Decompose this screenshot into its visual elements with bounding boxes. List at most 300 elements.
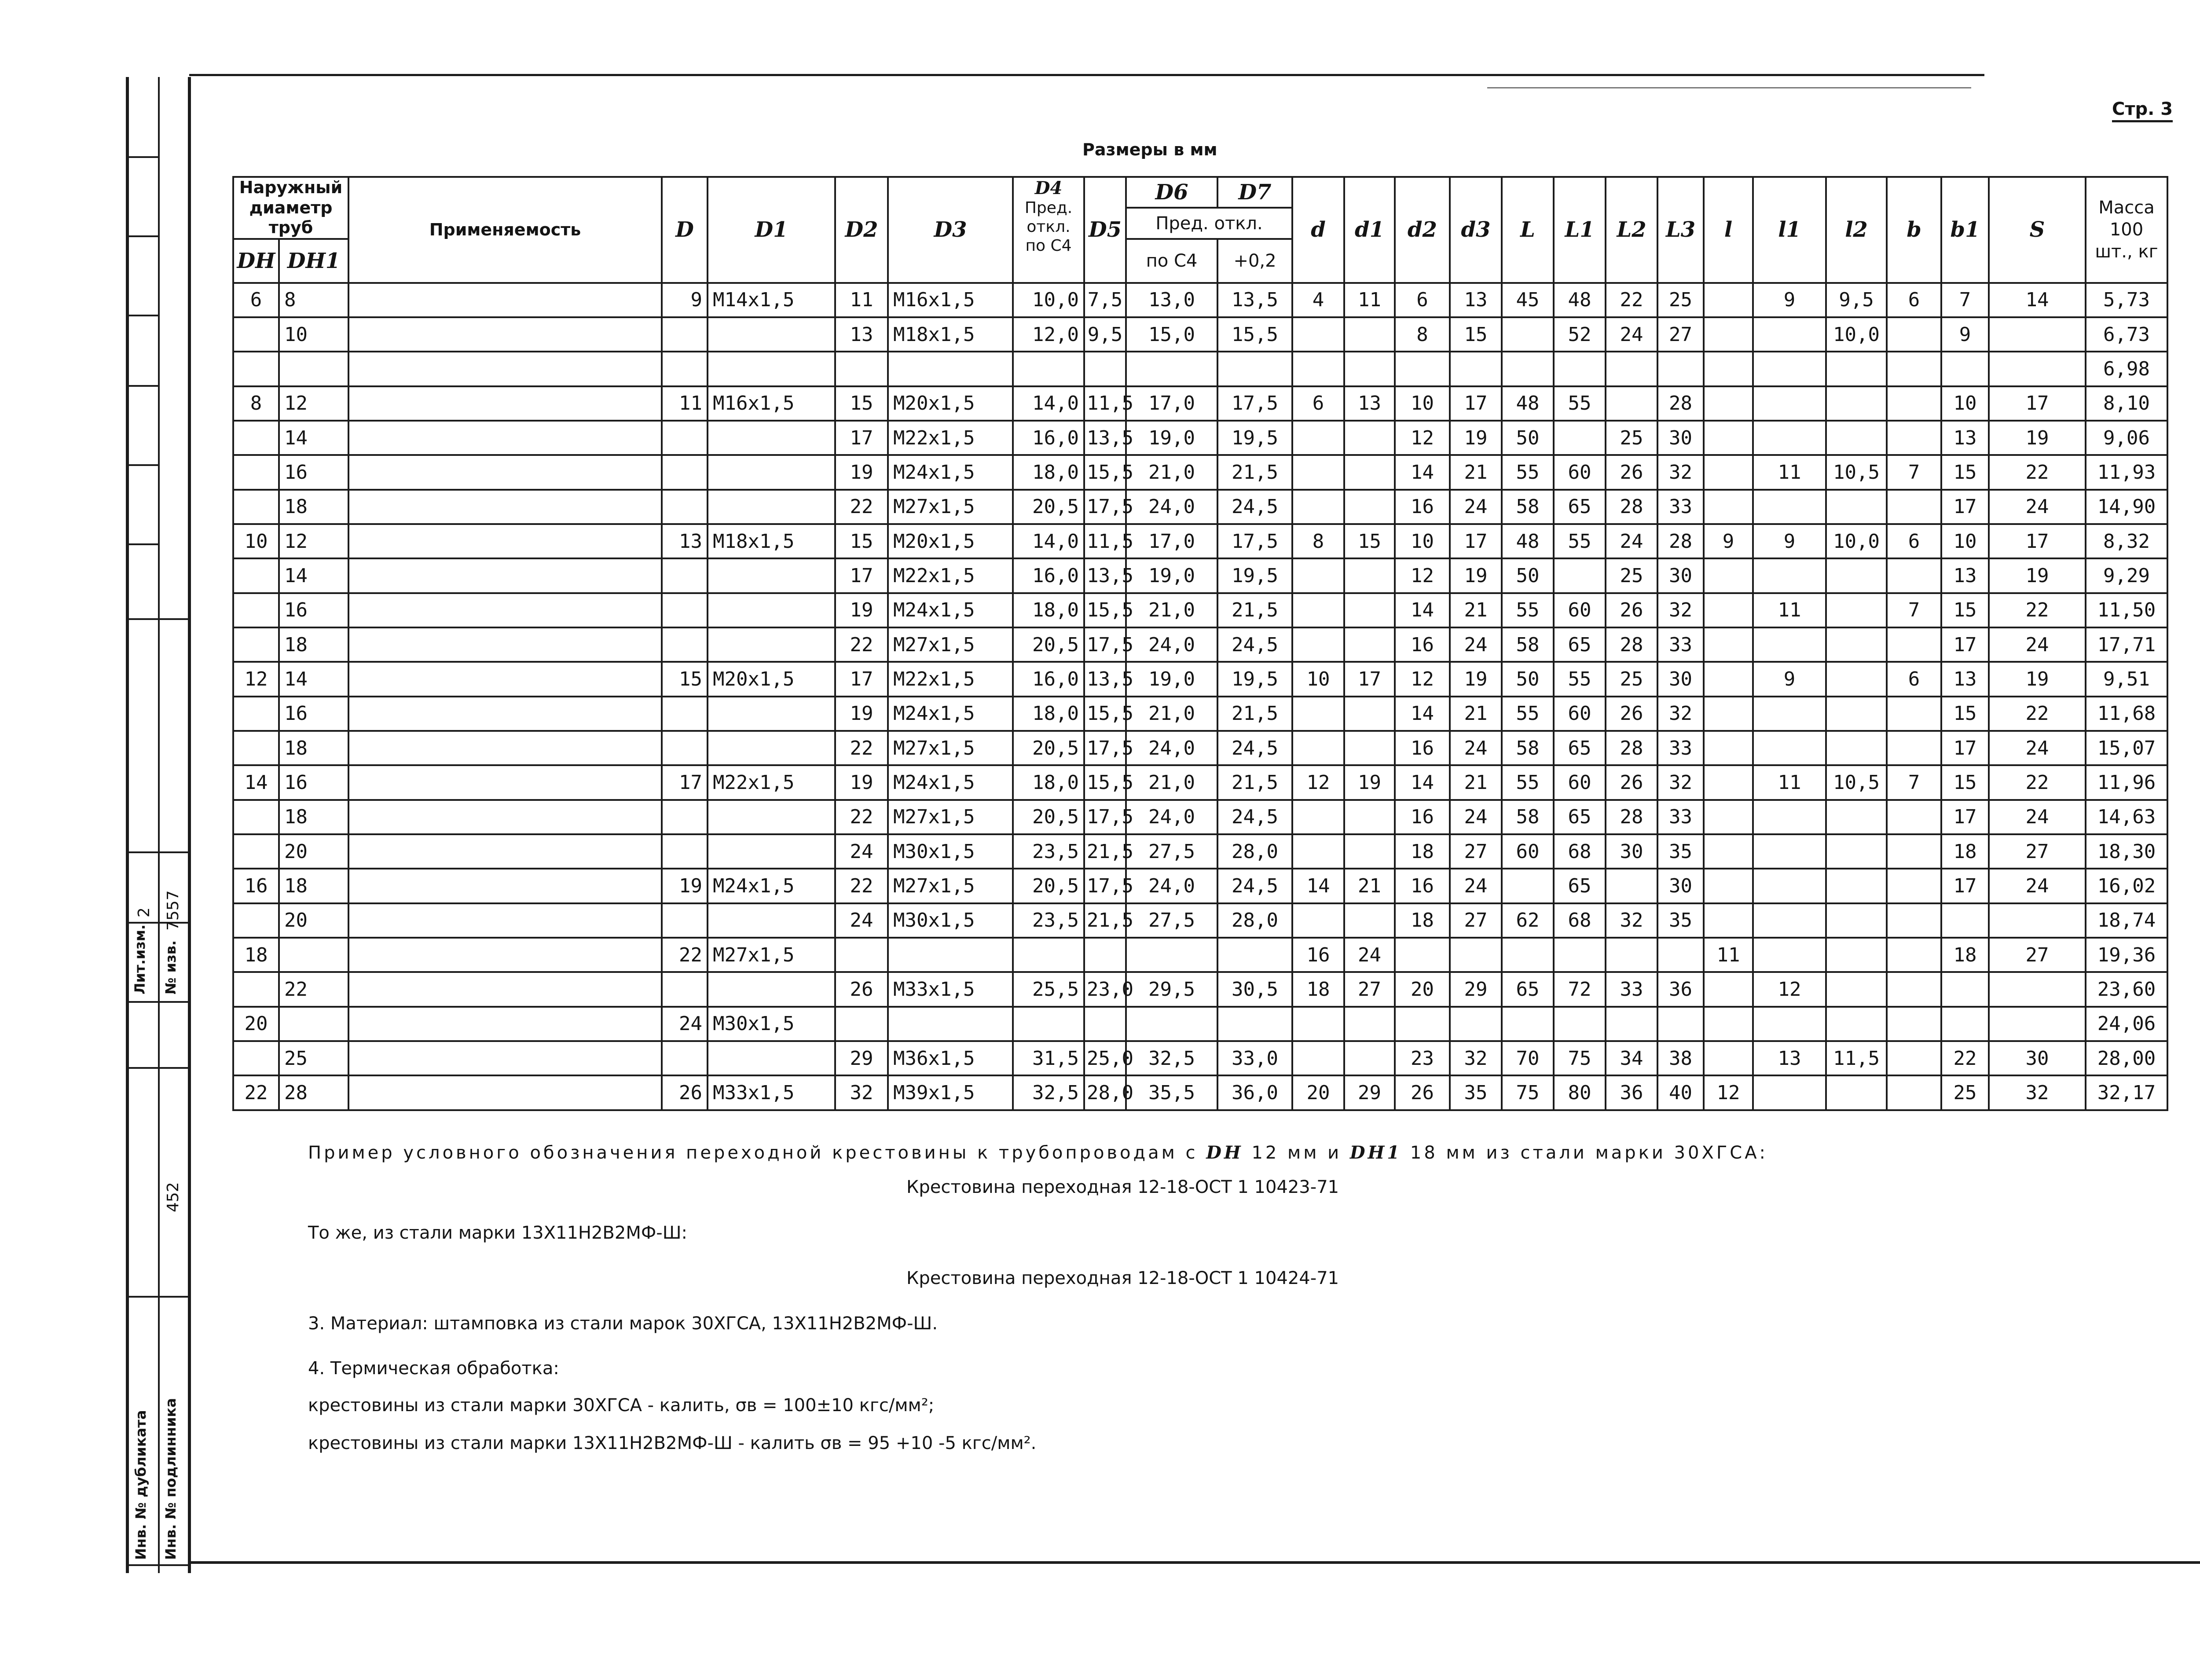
cell-D7: 21,5	[1217, 697, 1292, 731]
cell-b1: 9	[1941, 317, 1989, 352]
cell-D2: 32	[835, 1075, 888, 1110]
cell-L3: 38	[1657, 1041, 1704, 1075]
cell-dn: 16	[233, 869, 279, 903]
cell-D1	[708, 455, 835, 489]
lit-izm-value: 2	[135, 907, 153, 917]
cell-D7	[1217, 1007, 1292, 1041]
cell-L2: 26	[1606, 593, 1657, 627]
cell-d3: 13	[1450, 283, 1502, 317]
cell-D: 26	[662, 1075, 708, 1110]
cell-D3: M24x1,5	[888, 765, 1013, 800]
cell-D7: 19,5	[1217, 662, 1292, 696]
cell-dn1: 18	[279, 731, 348, 765]
cell-S: 27	[1989, 834, 2086, 869]
cell-b	[1887, 627, 1941, 662]
cell-dn1: 14	[279, 662, 348, 696]
cell-l	[1704, 283, 1753, 317]
cell-d2: 16	[1395, 490, 1450, 524]
cell-l1	[1753, 352, 1826, 386]
cell-D	[662, 627, 708, 662]
cell-d1: 24	[1344, 938, 1395, 972]
cell-mass: 9,51	[2086, 662, 2167, 696]
cell-L: 55	[1502, 455, 1554, 489]
table-row	[233, 731, 2167, 765]
cell-D7: 21,5	[1217, 455, 1292, 489]
cell-d2: 12	[1395, 662, 1450, 696]
cell-app	[348, 1007, 662, 1041]
cell-D	[662, 490, 708, 524]
cell-D5: 13,5	[1084, 421, 1126, 455]
cell-l	[1704, 662, 1753, 696]
cell-l1	[1753, 697, 1826, 731]
cell-D5	[1084, 938, 1126, 972]
cell-b: 6	[1887, 283, 1941, 317]
cell-L2	[1606, 938, 1657, 972]
cell-L2: 33	[1606, 972, 1657, 1006]
cell-D6: 17,0	[1126, 386, 1217, 421]
cell-app	[348, 283, 662, 317]
cell-b1: 13	[1941, 421, 1989, 455]
cell-l2: 10,0	[1826, 524, 1887, 558]
cell-l2	[1826, 421, 1887, 455]
cell-l2	[1826, 697, 1887, 731]
cell-d: 4	[1292, 283, 1344, 317]
cell-b1: 13	[1941, 558, 1989, 593]
cell-D7	[1217, 938, 1292, 972]
cell-D3: M18x1,5	[888, 317, 1013, 352]
cell-b	[1887, 558, 1941, 593]
cell-app	[348, 869, 662, 903]
cell-b1: 17	[1941, 490, 1989, 524]
table-row	[233, 593, 2167, 627]
cell-L2: 24	[1606, 524, 1657, 558]
cell-l1: 11	[1753, 593, 1826, 627]
cell-b1: 15	[1941, 593, 1989, 627]
cell-L3: 28	[1657, 524, 1704, 558]
cell-d: 18	[1292, 972, 1344, 1006]
cell-D5: 15,5	[1084, 455, 1126, 489]
cell-D5: 13,5	[1084, 662, 1126, 696]
cell-d	[1292, 731, 1344, 765]
cell-D6: 15,0	[1126, 317, 1217, 352]
cell-L3: 32	[1657, 455, 1704, 489]
cell-D6: 19,0	[1126, 421, 1217, 455]
cell-D5	[1084, 352, 1126, 386]
cell-S	[1989, 972, 2086, 1006]
cell-D1	[708, 627, 835, 662]
cell-l1: 9	[1753, 524, 1826, 558]
cell-b1: 17	[1941, 800, 1989, 834]
cell-l1	[1753, 558, 1826, 593]
cell-D2	[835, 938, 888, 972]
cell-D	[662, 593, 708, 627]
cell-D5: 11,5	[1084, 386, 1126, 421]
header-d: d	[1292, 177, 1344, 283]
cell-D6: 32,5	[1126, 1041, 1217, 1075]
cell-app	[348, 317, 662, 352]
cell-D3	[888, 938, 1013, 972]
cell-b	[1887, 800, 1941, 834]
cell-D5: 11,5	[1084, 524, 1126, 558]
example-line: Пример условного обозначения переходной крестовины к трубопроводам с DH 12 мм и DH1 18 мм из стали марки 30ХГСА:	[308, 1142, 1768, 1163]
cell-D4: 14,0	[1013, 386, 1084, 421]
page-number: Стр. 3	[2112, 99, 2173, 122]
cell-L1: 55	[1554, 386, 1606, 421]
cell-d1	[1344, 800, 1395, 834]
cell-S: 22	[1989, 593, 2086, 627]
cell-D7: 28,0	[1217, 834, 1292, 869]
cell-D1	[708, 731, 835, 765]
cell-L: 75	[1502, 1075, 1554, 1110]
cell-d2: 23	[1395, 1041, 1450, 1075]
cell-S: 24	[1989, 800, 2086, 834]
cell-L3: 33	[1657, 490, 1704, 524]
cell-L1: 52	[1554, 317, 1606, 352]
cell-D3	[888, 352, 1013, 386]
cell-D3: M27x1,5	[888, 869, 1013, 903]
cell-dn	[233, 558, 279, 593]
header-b: b	[1887, 177, 1941, 283]
top-border-line-thin	[1487, 87, 1971, 88]
cell-S: 24	[1989, 627, 2086, 662]
cell-D2: 22	[835, 490, 888, 524]
cell-b	[1887, 386, 1941, 421]
cell-l	[1704, 800, 1753, 834]
cell-L	[1502, 1007, 1554, 1041]
cell-d1	[1344, 697, 1395, 731]
cell-L: 62	[1502, 903, 1554, 938]
cell-D4: 18,0	[1013, 593, 1084, 627]
units-label: Размеры в мм	[1082, 140, 1217, 159]
cell-L: 50	[1502, 558, 1554, 593]
cell-S: 24	[1989, 869, 2086, 903]
cell-L: 58	[1502, 800, 1554, 834]
cell-l1	[1753, 731, 1826, 765]
cell-L1: 75	[1554, 1041, 1606, 1075]
same-steel-line: То же, из стали марки 13Х11Н2В2МФ-Ш:	[308, 1223, 687, 1243]
cell-l	[1704, 352, 1753, 386]
cell-D	[662, 903, 708, 938]
cell-D3: M22x1,5	[888, 421, 1013, 455]
cell-dn1: 18	[279, 490, 348, 524]
cell-app	[348, 627, 662, 662]
cell-d3: 35	[1450, 1075, 1502, 1110]
table-row	[233, 386, 2167, 421]
cell-D4: 20,5	[1013, 869, 1084, 903]
cell-d2: 10	[1395, 524, 1450, 558]
heat-treatment-title: 4. Термическая обработка:	[308, 1358, 559, 1379]
cell-mass: 5,73	[2086, 283, 2167, 317]
cell-b	[1887, 421, 1941, 455]
cell-D3: M27x1,5	[888, 490, 1013, 524]
cell-D6: 17,0	[1126, 524, 1217, 558]
cell-d: 20	[1292, 1075, 1344, 1110]
cell-L2: 25	[1606, 662, 1657, 696]
cell-D5: 7,5	[1084, 283, 1126, 317]
cell-D3: M24x1,5	[888, 455, 1013, 489]
cell-d1	[1344, 1007, 1395, 1041]
cell-b1	[1941, 1007, 1989, 1041]
cell-D4	[1013, 1007, 1084, 1041]
heat-treatment-2: крестовины из стали марки 13Х11Н2В2МФ-Ш - калить σв = 95 +10 -5 кгс/мм².	[308, 1433, 1037, 1453]
cell-b1: 13	[1941, 662, 1989, 696]
cell-app	[348, 558, 662, 593]
cell-L1: 60	[1554, 765, 1606, 800]
cell-d1: 21	[1344, 869, 1395, 903]
cell-S: 32	[1989, 1075, 2086, 1110]
cell-D1: M22x1,5	[708, 765, 835, 800]
cell-l1: 11	[1753, 455, 1826, 489]
header-l2: l2	[1826, 177, 1887, 283]
lit-izm-label: Лит.изм.	[132, 924, 148, 994]
cell-L: 48	[1502, 524, 1554, 558]
cell-L2: 26	[1606, 455, 1657, 489]
cell-d1	[1344, 834, 1395, 869]
izv-value: 7557	[164, 890, 182, 931]
cell-D	[662, 731, 708, 765]
cell-app	[348, 765, 662, 800]
cell-l1	[1753, 1007, 1826, 1041]
cell-d2: 14	[1395, 765, 1450, 800]
cell-d3	[1450, 1007, 1502, 1041]
cell-d3: 24	[1450, 800, 1502, 834]
cell-dn	[233, 1041, 279, 1075]
table-row	[233, 558, 2167, 593]
cell-D4: 12,0	[1013, 317, 1084, 352]
cell-D	[662, 1041, 708, 1075]
cell-d3: 21	[1450, 765, 1502, 800]
cell-D2: 29	[835, 1041, 888, 1075]
cell-l2	[1826, 627, 1887, 662]
cell-d2: 12	[1395, 558, 1450, 593]
cell-D7: 15,5	[1217, 317, 1292, 352]
cell-l1: 12	[1753, 972, 1826, 1006]
cell-dn1: 12	[279, 386, 348, 421]
side-stamp	[126, 77, 191, 1573]
header-outer-diameter: Наружный диаметр труб	[233, 177, 348, 239]
cell-D1	[708, 800, 835, 834]
cell-d3: 24	[1450, 627, 1502, 662]
cell-L: 55	[1502, 765, 1554, 800]
cell-l	[1704, 421, 1753, 455]
cell-dn1: 10	[279, 317, 348, 352]
cell-d1	[1344, 593, 1395, 627]
cell-L1: 55	[1554, 662, 1606, 696]
cell-D2: 19	[835, 697, 888, 731]
cell-d	[1292, 1007, 1344, 1041]
table-row	[233, 524, 2167, 558]
cell-L2: 26	[1606, 765, 1657, 800]
cell-D3: M27x1,5	[888, 800, 1013, 834]
cell-app	[348, 490, 662, 524]
cell-D5: 17,5	[1084, 490, 1126, 524]
header-D6: D6	[1126, 177, 1217, 208]
cell-d: 12	[1292, 765, 1344, 800]
cell-L3	[1657, 938, 1704, 972]
cell-D4: 23,5	[1013, 903, 1084, 938]
cell-L3: 32	[1657, 765, 1704, 800]
cell-b1: 10	[1941, 524, 1989, 558]
cell-mass: 17,71	[2086, 627, 2167, 662]
cell-dn	[233, 352, 279, 386]
cell-L1: 68	[1554, 834, 1606, 869]
cell-S: 22	[1989, 455, 2086, 489]
cell-b	[1887, 903, 1941, 938]
cell-D4: 18,0	[1013, 765, 1084, 800]
cell-D5: 17,5	[1084, 800, 1126, 834]
cell-d	[1292, 800, 1344, 834]
cell-mass: 24,06	[2086, 1007, 2167, 1041]
cell-L3: 32	[1657, 593, 1704, 627]
cell-dn1: 12	[279, 524, 348, 558]
cell-dn	[233, 731, 279, 765]
cell-D5: 17,5	[1084, 731, 1126, 765]
cell-L2: 25	[1606, 421, 1657, 455]
cell-b1	[1941, 972, 1989, 1006]
cell-L1: 65	[1554, 627, 1606, 662]
cell-b	[1887, 938, 1941, 972]
cell-l1	[1753, 627, 1826, 662]
cell-b: 7	[1887, 593, 1941, 627]
cell-d1: 27	[1344, 972, 1395, 1006]
cell-L1: 65	[1554, 800, 1606, 834]
cell-L3: 32	[1657, 697, 1704, 731]
heat-treatment-1: крестовины из стали марки 30ХГСА - калить, σв = 100±10 кгс/мм²;	[308, 1395, 935, 1416]
cell-dn: 20	[233, 1007, 279, 1041]
table-row	[233, 662, 2167, 696]
cell-d	[1292, 352, 1344, 386]
header-L2: L2	[1606, 177, 1657, 283]
cell-D2	[835, 1007, 888, 1041]
cell-D7: 24,5	[1217, 490, 1292, 524]
cell-d1	[1344, 627, 1395, 662]
cell-S: 22	[1989, 765, 2086, 800]
cell-L	[1502, 869, 1554, 903]
cell-d1: 11	[1344, 283, 1395, 317]
cell-mass: 14,63	[2086, 800, 2167, 834]
table-row	[233, 283, 2167, 317]
material-note: 3. Материал: штамповка из стали марок 30ХГСА, 13Х11Н2В2МФ-Ш.	[308, 1313, 938, 1334]
cell-L1: 48	[1554, 283, 1606, 317]
cell-l	[1704, 697, 1753, 731]
cell-D4: 20,5	[1013, 800, 1084, 834]
header-D6-tol: по С4	[1126, 239, 1217, 283]
cell-L: 50	[1502, 421, 1554, 455]
cell-app	[348, 800, 662, 834]
cell-d3: 19	[1450, 662, 1502, 696]
cell-mass: 32,17	[2086, 1075, 2167, 1110]
cell-d2: 14	[1395, 455, 1450, 489]
cell-l1	[1753, 317, 1826, 352]
table-row	[233, 1007, 2167, 1041]
orig-label: Инв. № подлинника	[162, 1398, 179, 1560]
cell-l	[1704, 903, 1753, 938]
cell-S: 17	[1989, 524, 2086, 558]
cell-d3: 21	[1450, 455, 1502, 489]
cell-D5	[1084, 1007, 1126, 1041]
header-L: L	[1502, 177, 1554, 283]
cell-l1	[1753, 869, 1826, 903]
cell-l	[1704, 1041, 1753, 1075]
cell-D1	[708, 593, 835, 627]
cell-D6: 24,0	[1126, 800, 1217, 834]
cell-d2: 16	[1395, 731, 1450, 765]
cell-D2: 22	[835, 627, 888, 662]
header-l: l	[1704, 177, 1753, 283]
cell-D3: M16x1,5	[888, 283, 1013, 317]
cell-d3	[1450, 352, 1502, 386]
cell-dn	[233, 627, 279, 662]
cell-b1: 25	[1941, 1075, 1989, 1110]
cell-b	[1887, 490, 1941, 524]
cell-app	[348, 593, 662, 627]
cell-d1	[1344, 731, 1395, 765]
cell-dn1: 20	[279, 903, 348, 938]
header-d1: d1	[1344, 177, 1395, 283]
cell-b	[1887, 972, 1941, 1006]
cell-b1: 15	[1941, 697, 1989, 731]
cell-D7: 21,5	[1217, 593, 1292, 627]
cell-D6: 27,5	[1126, 834, 1217, 869]
cell-l1	[1753, 938, 1826, 972]
cell-dn: 22	[233, 1075, 279, 1110]
cell-l2	[1826, 938, 1887, 972]
cell-D: 19	[662, 869, 708, 903]
cell-d1: 29	[1344, 1075, 1395, 1110]
cell-D6: 24,0	[1126, 627, 1217, 662]
cell-L1: 68	[1554, 903, 1606, 938]
cell-D6: 27,5	[1126, 903, 1217, 938]
cell-l2	[1826, 800, 1887, 834]
cell-D	[662, 834, 708, 869]
cell-D2: 11	[835, 283, 888, 317]
cell-D4: 16,0	[1013, 662, 1084, 696]
cell-D	[662, 697, 708, 731]
cell-d1	[1344, 455, 1395, 489]
cell-S: 14	[1989, 283, 2086, 317]
cell-dn	[233, 593, 279, 627]
cell-d	[1292, 903, 1344, 938]
cell-dn1: 16	[279, 765, 348, 800]
header-b1: b1	[1941, 177, 1989, 283]
cell-L3: 30	[1657, 662, 1704, 696]
cell-S: 19	[1989, 421, 2086, 455]
cell-D6	[1126, 352, 1217, 386]
cell-b	[1887, 1041, 1941, 1075]
header-L3: L3	[1657, 177, 1704, 283]
table-row	[233, 421, 2167, 455]
cell-D	[662, 317, 708, 352]
cell-L: 58	[1502, 627, 1554, 662]
cell-dn	[233, 834, 279, 869]
cell-app	[348, 1075, 662, 1110]
cell-D5: 15,5	[1084, 593, 1126, 627]
cell-D1	[708, 972, 835, 1006]
table-row	[233, 834, 2167, 869]
cell-d: 8	[1292, 524, 1344, 558]
cell-L3: 25	[1657, 283, 1704, 317]
cell-dn1: 16	[279, 697, 348, 731]
cell-L2: 26	[1606, 697, 1657, 731]
cell-D: 17	[662, 765, 708, 800]
cell-L1: 65	[1554, 490, 1606, 524]
cell-d2: 8	[1395, 317, 1450, 352]
cell-D2: 15	[835, 524, 888, 558]
cell-mass: 18,30	[2086, 834, 2167, 869]
cell-d1	[1344, 1041, 1395, 1075]
cell-b	[1887, 352, 1941, 386]
cell-dn: 10	[233, 524, 279, 558]
